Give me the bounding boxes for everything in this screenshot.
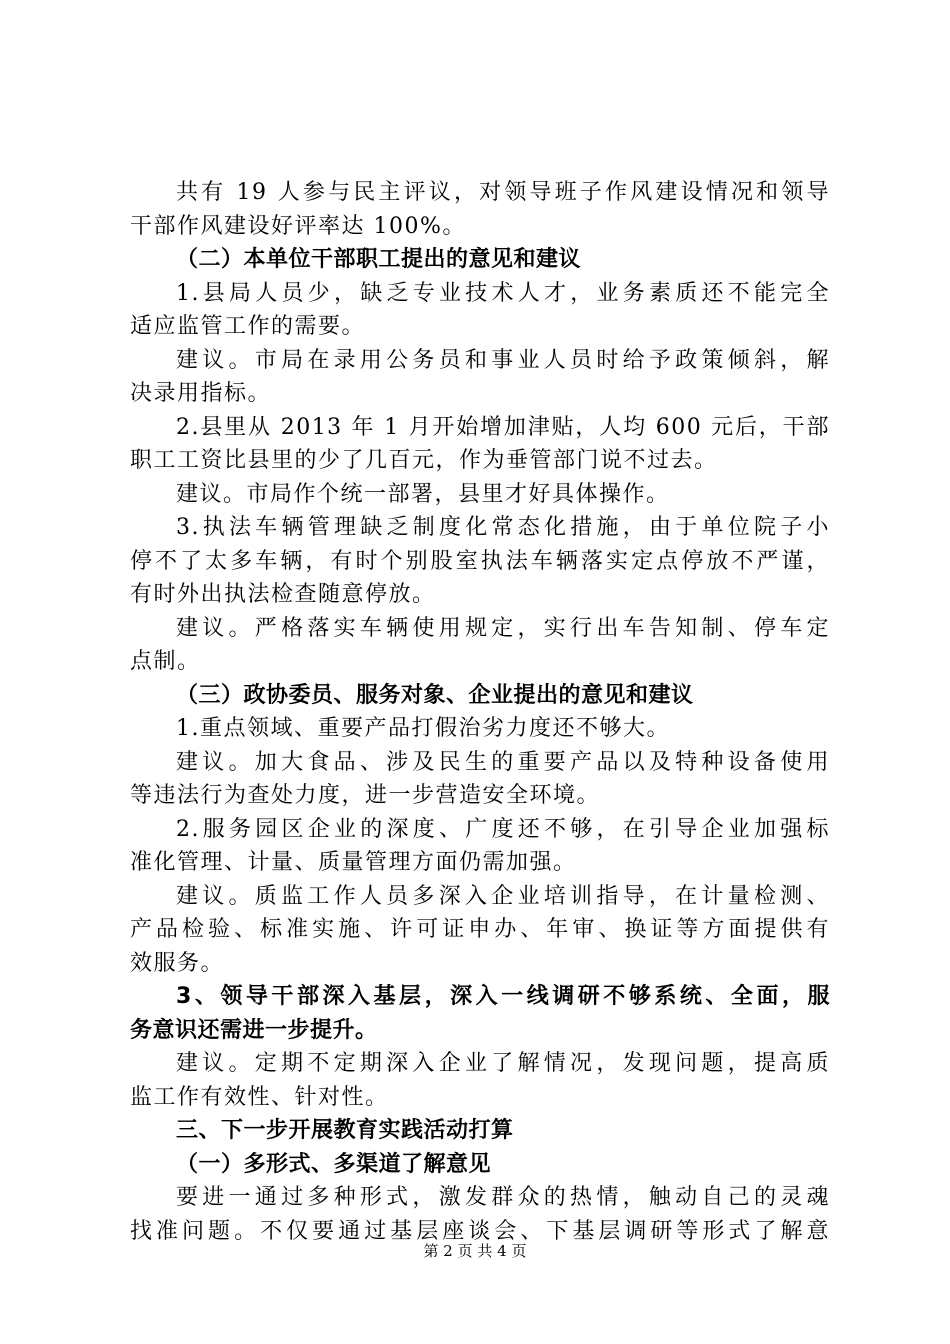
text-line: 3、领导干部深入基层，深入一线调研不够系统、全面，服 — [176, 984, 830, 1009]
text-line: 建议。严格落实车辆使用规定，实行出车告知制、停车定 — [176, 615, 830, 641]
text-line: 准化管理、计量、质量管理方面仍需加强。 — [130, 850, 577, 875]
text-line: 有时外出执法检查随意停放。 — [130, 582, 436, 607]
text-line: 决录用指标。 — [130, 381, 272, 406]
text-line: 建议。市局作个统一部署，县里才好具体操作。 — [176, 481, 670, 507]
text-line: 2.服务园区企业的深度、广度还不够，在引导企业加强标 — [176, 816, 830, 842]
text-line: 1.重点领域、重要产品打假治劣力度还不够大。 — [176, 716, 670, 741]
text-line: 建议。定期不定期深入企业了解情况，发现问题，提高质 — [176, 1051, 830, 1076]
section-heading: 三、下一步开展教育实践活动打算 — [176, 1118, 514, 1143]
section-heading: （二）本单位干部职工提出的意见和建议 — [176, 247, 582, 272]
text-line: 停不了太多车辆，有时个别股室执法车辆落实定点停放不严谨， — [130, 548, 830, 574]
page-footer: 第 2 页 共 4 页 — [423, 1242, 527, 1260]
text-line: 务意识还需进一步提升。 — [130, 1017, 378, 1043]
text-line: 2.县里从 2013 年 1 月开始增加津贴，人均 600 元后，干部 — [176, 414, 830, 440]
text-line: 1.县局人员少，缺乏专业技术人才，业务素质还不能完全 — [176, 280, 830, 306]
text-line: 共有 19 人参与民主评议，对领导班子作风建设情况和领导 — [176, 180, 830, 205]
text-line: 要进一通过多种形式，激发群众的热情，触动自己的灵魂 — [176, 1185, 830, 1210]
text-line: 等违法行为查处力度，进一步营造安全环境。 — [130, 783, 601, 808]
section-heading: （一）多形式、多渠道了解意见 — [176, 1151, 492, 1177]
text-line: 建议。加大食品、涉及民生的重要产品以及特种设备使用 — [176, 749, 830, 775]
text-line: 找准问题。不仅要通过基层座谈会、下基层调研等形式了解意 — [130, 1218, 830, 1244]
text-line: 点制。 — [130, 649, 201, 674]
text-line: 适应监管工作的需要。 — [130, 314, 366, 339]
text-line: 职工工资比县里的少了几百元，作为垂管部门说不过去。 — [130, 448, 718, 473]
text-line: 产品检验、标准实施、许可证申办、年审、换证等方面提供有 — [130, 917, 830, 942]
text-line: 3.执法车辆管理缺乏制度化常态化措施，由于单位院子小 — [176, 515, 830, 540]
text-line: 建议。质监工作人员多深入企业培训指导，在计量检测、 — [176, 883, 830, 909]
section-heading: （三）政协委员、服务对象、企业提出的意见和建议 — [176, 682, 694, 708]
text-line: 建议。市局在录用公务员和事业人员时给予政策倾斜，解 — [176, 347, 830, 373]
text-line: 干部作风建设好评率达 100%。 — [130, 213, 466, 239]
text-line: 监工作有效性、针对性。 — [130, 1084, 389, 1110]
text-line: 效服务。 — [130, 950, 225, 976]
